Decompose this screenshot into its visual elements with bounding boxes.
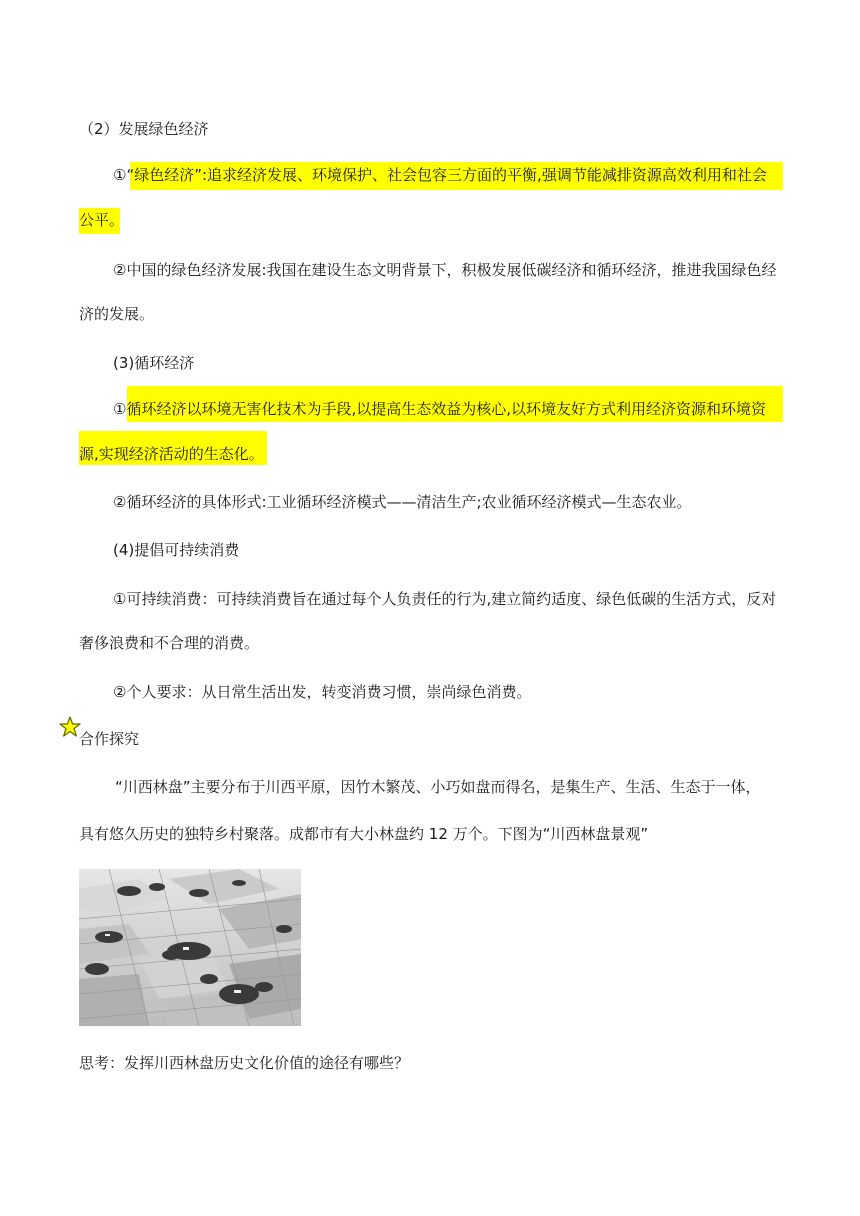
section-heading-green-economy: （2）发展绿色经济: [79, 120, 209, 138]
sustainable-consumption-line2: 奢侈浪费和不合理的消费。: [79, 634, 260, 652]
personal-requirements: ②个人要求：从日常生活出发，转变消费习惯，崇尚绿色消费。: [113, 683, 532, 701]
star-icon: [59, 716, 81, 738]
linpan-paragraph-line2: 具有悠久历史的独特乡村聚落。成都市有大小林盘约 12 万个。下图为“川西林盘景观”: [79, 825, 649, 843]
sustainable-consumption-line1: ①可持续消费：可持续消费旨在通过每个人负责任的行为,建立简约适度、绿色低碳的生活方式，反对: [113, 590, 777, 608]
reflection-question: 思考：发挥川西林盘历史文化价值的途径有哪些？: [79, 1054, 410, 1072]
green-economy-definition-line1: ①“绿色经济”:追求经济发展、环境保护、社会包容三方面的平衡,强调节能减排资源高效利用和社会: [113, 166, 767, 184]
circular-economy-forms: ②循环经济的具体形式:工业循环经济模式——清洁生产;农业循环经济模式—生态农业。: [113, 493, 692, 511]
section-heading-sustainable-consumption: (4)提倡可持续消费: [113, 541, 240, 559]
china-green-economy-line2: 济的发展。: [79, 305, 155, 323]
green-economy-definition-line2: 公平。: [79, 211, 125, 229]
linpan-paragraph-line1: “川西林盘”主要分布于川西平原，因竹木繁茂、小巧如盘而得名，是集生产、生活、生态于一体，: [115, 778, 761, 796]
circular-economy-definition-line2: 源,实现经济活动的生态化。: [79, 445, 264, 463]
china-green-economy-line1: ②中国的绿色经济发展:我国在建设生态文明背景下，积极发展低碳经济和循环经济，推进我国绿色经: [113, 261, 777, 279]
section-heading-circular-economy: (3)循环经济: [113, 354, 195, 372]
cooperation-heading: 合作探究: [79, 730, 140, 748]
circular-economy-definition-line1: ①循环经济以环境无害化技术为手段,以提高生态效益为核心,以环境友好方式利用经济资源和环境资: [113, 400, 766, 418]
linpan-landscape-photo: [79, 869, 301, 1026]
